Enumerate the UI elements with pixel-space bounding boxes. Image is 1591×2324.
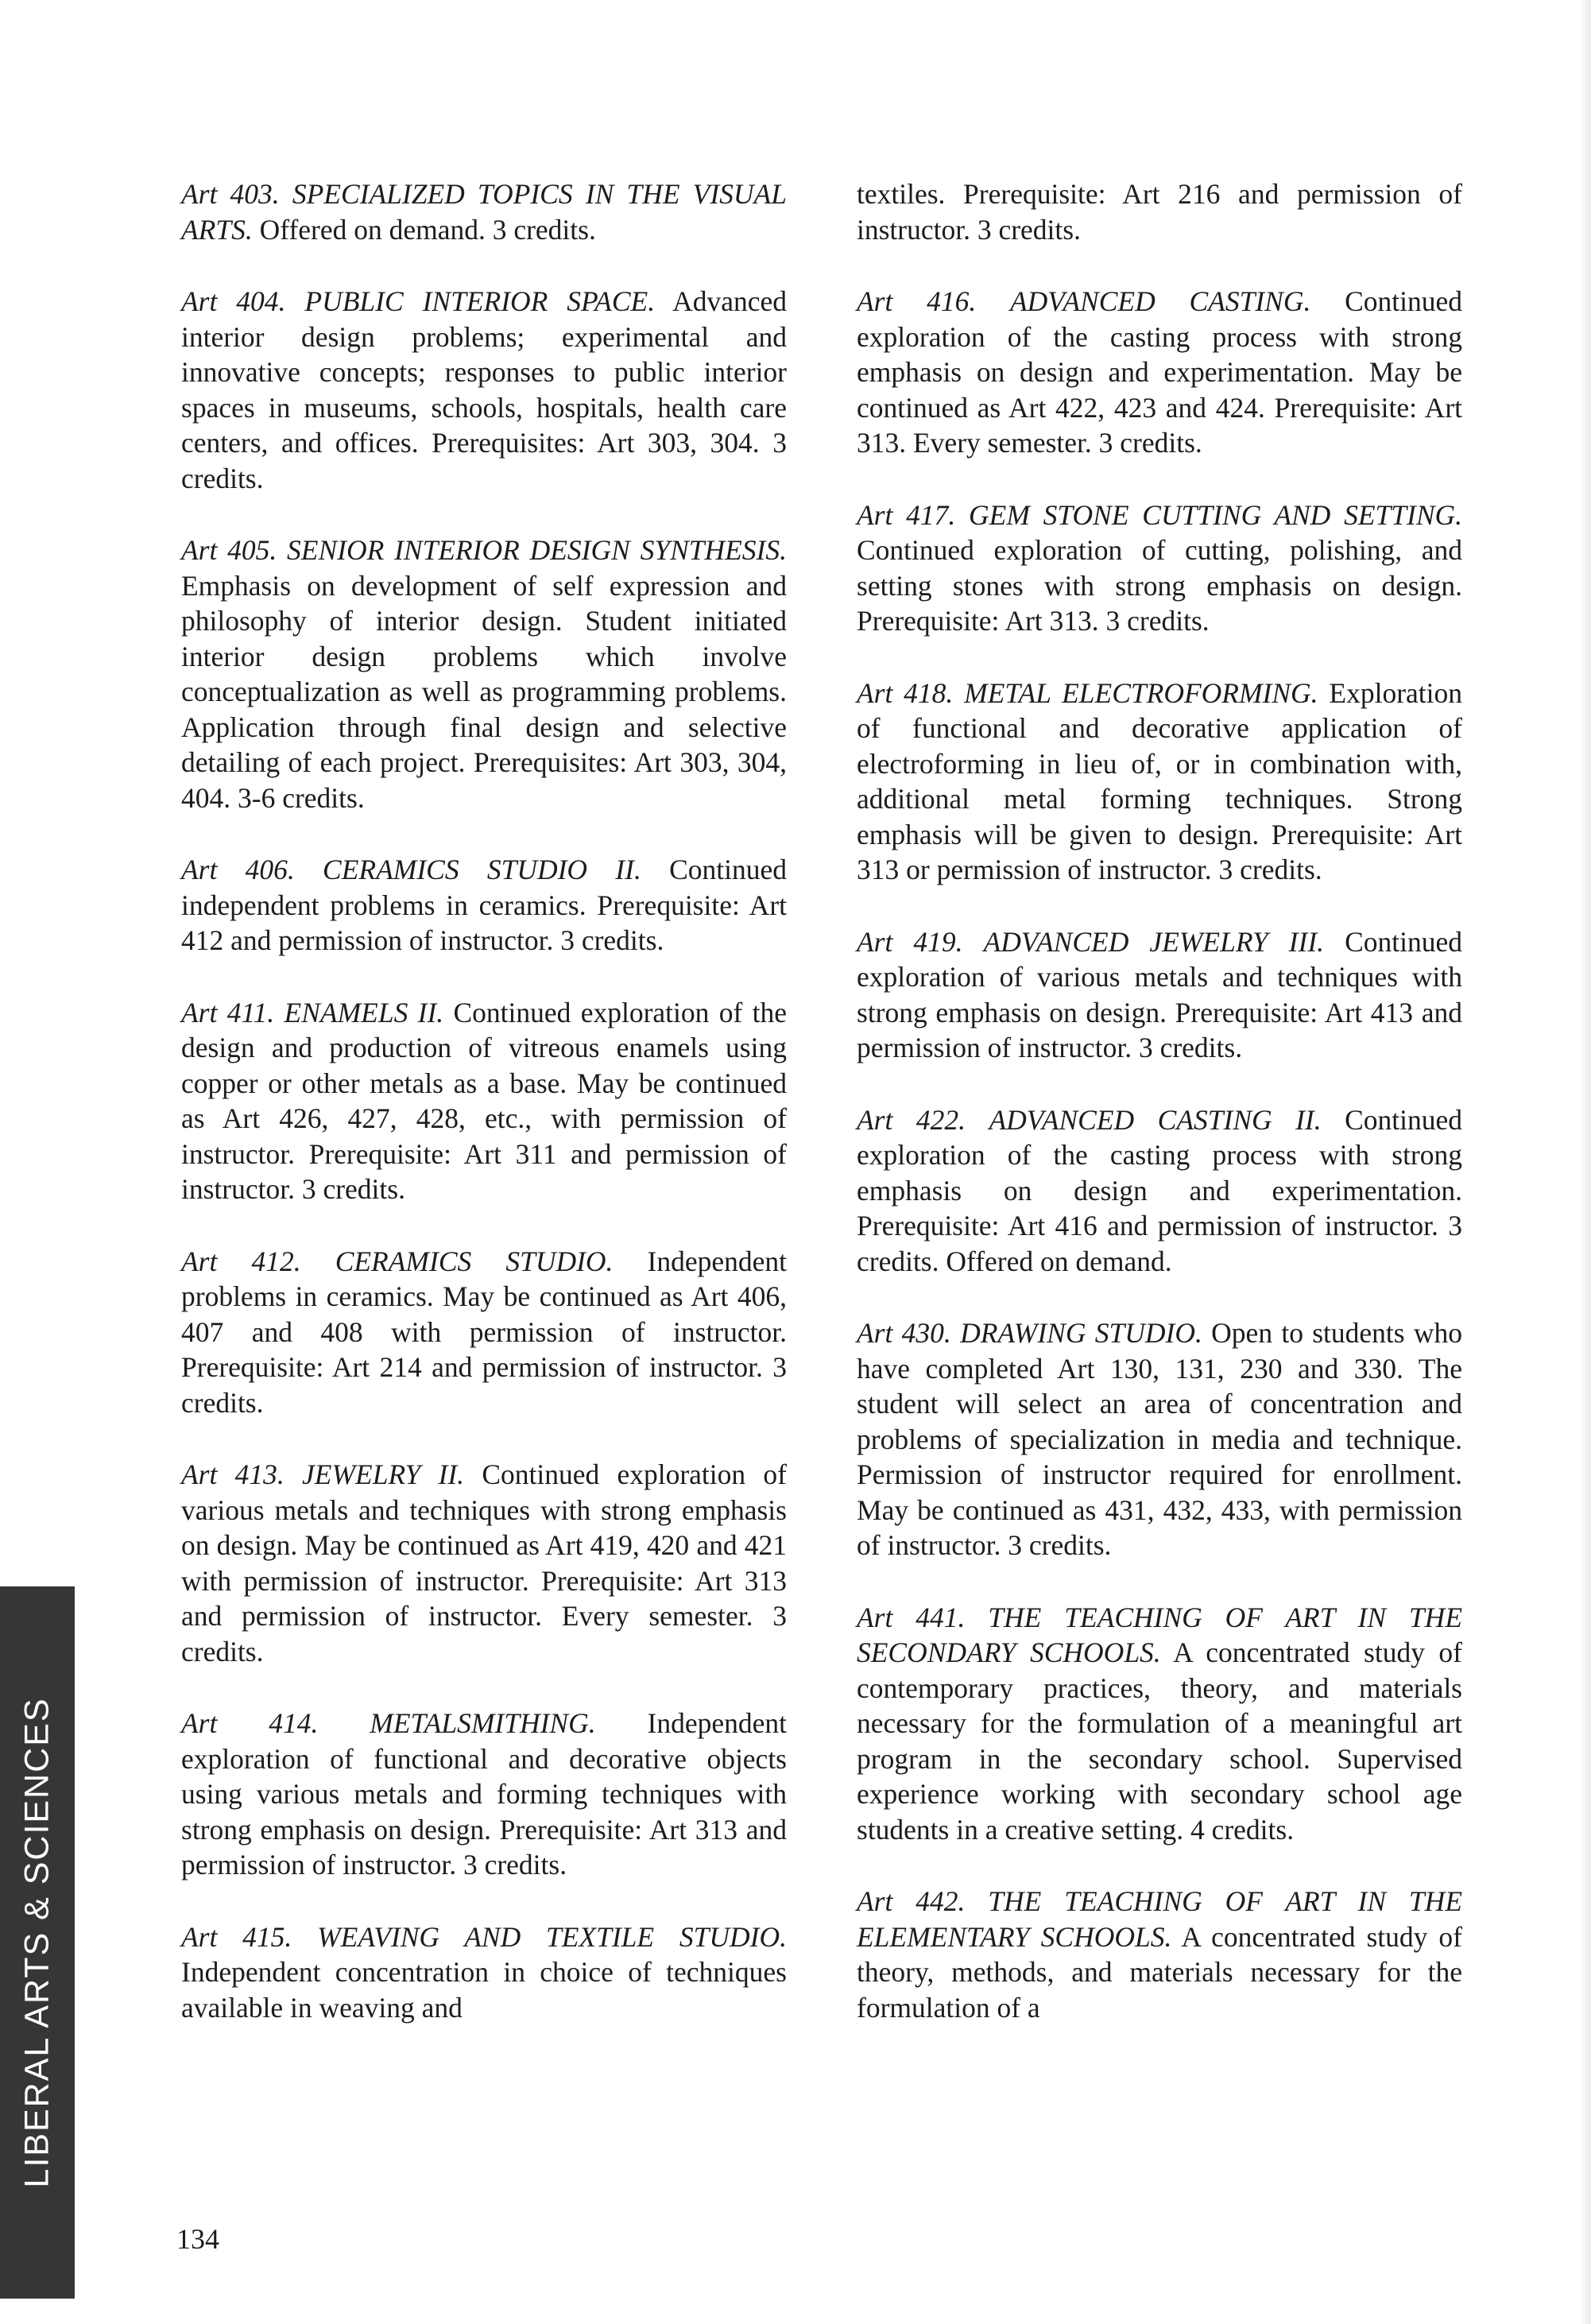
course-entry xyxy=(181,1244,787,1421)
course-description: A concentrated study of contemporary practices, theory, and materials necessary for the formulation of a meaningful art program in the secondary school. Supervised experience working with secondary school age students in a creative setting. 4 credits. xyxy=(857,1636,1462,1846)
course-code: Art 411. xyxy=(181,996,275,1028)
course-title: THE TEACHING OF ART IN THE SECONDARY SCHOOLS. xyxy=(857,1601,1462,1668)
course-entry xyxy=(857,1315,1462,1563)
course-description: textiles. Prerequisite: Art 216 and permission of instructor. 3 credits. xyxy=(857,178,1462,246)
course-title: METAL ELECTROFORMING. xyxy=(964,676,1318,709)
course-entry xyxy=(857,284,1462,461)
course-entry xyxy=(181,533,787,815)
course-description: Independent exploration of functional and decorative objects using various metals and forming techniques with strong emphasis on design. Prerequisite: Art 313 and permission of instructor. 3 credits. xyxy=(181,1707,788,1881)
course-description: Continued independent problems in ceramics. Prerequisite: Art 412 and permission of instructor. 3 credits. xyxy=(181,854,788,956)
course-title: SPECIALIZED TOPICS IN THE VISUAL ARTS. xyxy=(181,178,787,246)
course-title: ADVANCED CASTING. xyxy=(1009,285,1311,317)
right-column xyxy=(857,176,1462,2062)
course-entry xyxy=(181,176,787,247)
course-code: Art 430. xyxy=(857,1317,951,1349)
course-entry xyxy=(857,1600,1462,1848)
course-title: THE TEACHING OF ART IN THE ELEMENTARY SCHOOLS. xyxy=(857,1885,1462,1953)
course-code: Art 415. xyxy=(181,1920,292,1953)
course-description: Offered on demand. 3 credits. xyxy=(259,213,596,246)
course-description: Independent problems in ceramics. May be continued as Art 406, 407 and 408 with permission of instructor. Prerequisite: Art 214 and permission of instructor. 3 credits. xyxy=(181,1245,787,1419)
course-entry xyxy=(181,1919,787,2026)
course-title: JEWELRY II. xyxy=(302,1458,465,1490)
course-code: Art 422. xyxy=(857,1103,966,1136)
course-description: Exploration of functional and decorative application of electroforming in lieu of, or in combination with, additional metal forming techniques. Strong emphasis will be given to design. Prerequisite: Art 313 or permission of instructor. 3 credits. xyxy=(857,676,1462,885)
course-description: A concentrated study of theory, methods, and materials necessary for the formulation of a xyxy=(857,1920,1462,2024)
course-entry xyxy=(857,1102,1462,1280)
course-entry xyxy=(181,995,787,1207)
section-side-tab xyxy=(0,1586,75,2299)
course-description: Continued exploration of various metals and techniques with strong emphasis on design. Prerequisite: Art 413 and permission of instructor. 3 credits. xyxy=(857,925,1463,1063)
course-entry-continued xyxy=(857,176,1462,247)
course-entry xyxy=(181,1706,787,1883)
course-title: ADVANCED JEWELRY III. xyxy=(983,925,1325,958)
course-description: Emphasis on development of self expression and philosophy of interior design. Student initiated interior design problems which involve conceptualization as well as programming problems. Application through final design and selective detailing of each project. Prerequisites: Art 303, 304, 404. 3-6 credits. xyxy=(181,569,787,814)
course-code: Art 406. xyxy=(181,854,295,885)
course-description: Continued exploration of the design and production of vitreous enamels using copper or other metals as a base. May be continued as Art 426, 427, 428, etc., with permission of instructor. Prerequisite: Art 311 and permission of instructor. 3 credits. xyxy=(181,996,788,1205)
course-description: Continued exploration of the casting process with strong emphasis on design and experimentation. Prerequisite: Art 416 and permission of instructor. 3 credits. Offered on demand. xyxy=(857,1103,1463,1277)
course-code: Art 416. xyxy=(857,285,977,317)
course-title: CERAMICS STUDIO II. xyxy=(323,854,641,885)
course-code: Art 419. xyxy=(857,925,963,958)
page-edge-shadow xyxy=(1580,0,1591,2324)
course-title: CERAMICS STUDIO. xyxy=(335,1245,614,1277)
course-title: DRAWING STUDIO. xyxy=(960,1317,1202,1349)
course-title: ENAMELS II. xyxy=(284,996,444,1028)
section-side-tab-label: LIBERAL ARTS & SCIENCES xyxy=(17,1697,56,2188)
course-code: Art 441. xyxy=(857,1601,966,1633)
course-code: Art 417. xyxy=(857,498,956,531)
course-title: METALSMITHING. xyxy=(370,1707,596,1739)
course-code: Art 404. xyxy=(181,285,286,317)
course-entry xyxy=(857,676,1462,888)
course-code: Art 405. xyxy=(181,534,277,566)
page-number: 134 xyxy=(176,2223,219,2255)
course-entry xyxy=(857,498,1462,639)
course-entry xyxy=(181,1457,787,1669)
course-description: Independent concentration in choice of techniques available in weaving and xyxy=(181,1956,787,2024)
course-description: Advanced interior design problems; experimental and innovative concepts; responses to public interior spaces in museums, schools, hospitals, health care centers, and offices. Prerequisites: Art 303, 304. 3 credits. xyxy=(181,285,787,494)
course-code: Art 413. xyxy=(181,1458,285,1490)
course-entry xyxy=(181,284,787,496)
course-entry xyxy=(857,924,1462,1066)
course-entry xyxy=(181,852,787,959)
course-description: Continued exploration of various metals and techniques with strong emphasis on design. May be continued as Art 419, 420 and 421 with permission of instructor. Prerequisite: Art 313 and permission of instructor. Every semester. 3 credits. xyxy=(181,1458,787,1667)
course-description: Open to students who have completed Art 130, 131, 230 and 330. The student will select an area of concentration and problems of specialization in media and technique. Permission of instructor required for enrollment. May be continued as 431, 432, 433, with permission of instructor. 3 credits. xyxy=(857,1317,1463,1561)
course-code: Art 418. xyxy=(857,676,954,709)
course-title: PUBLIC INTERIOR SPACE. xyxy=(304,285,656,317)
course-description: Continued exploration of cutting, polishing, and setting stones with strong emphasis on design. Prerequisite: Art 313. 3 credits. xyxy=(857,534,1462,637)
left-column xyxy=(181,176,787,2062)
course-code: Art 442. xyxy=(857,1885,966,1917)
course-description: Continued exploration of the casting process with strong emphasis on design and experimentation. May be continued as Art 422, 423 and 424. Prerequisite: Art 313. Every semester. 3 credits. xyxy=(857,285,1463,459)
course-title: SENIOR INTERIOR DESIGN SYNTHESIS. xyxy=(287,534,788,566)
course-title: ADVANCED CASTING II. xyxy=(989,1103,1322,1136)
course-entry xyxy=(857,1884,1462,2025)
course-code: Art 403. xyxy=(181,178,280,210)
course-title: GEM STONE CUTTING AND SETTING. xyxy=(969,498,1463,531)
course-title: WEAVING AND TEXTILE STUDIO. xyxy=(317,1920,788,1953)
course-code: Art 412. xyxy=(181,1245,301,1277)
course-code: Art 414. xyxy=(181,1707,319,1739)
